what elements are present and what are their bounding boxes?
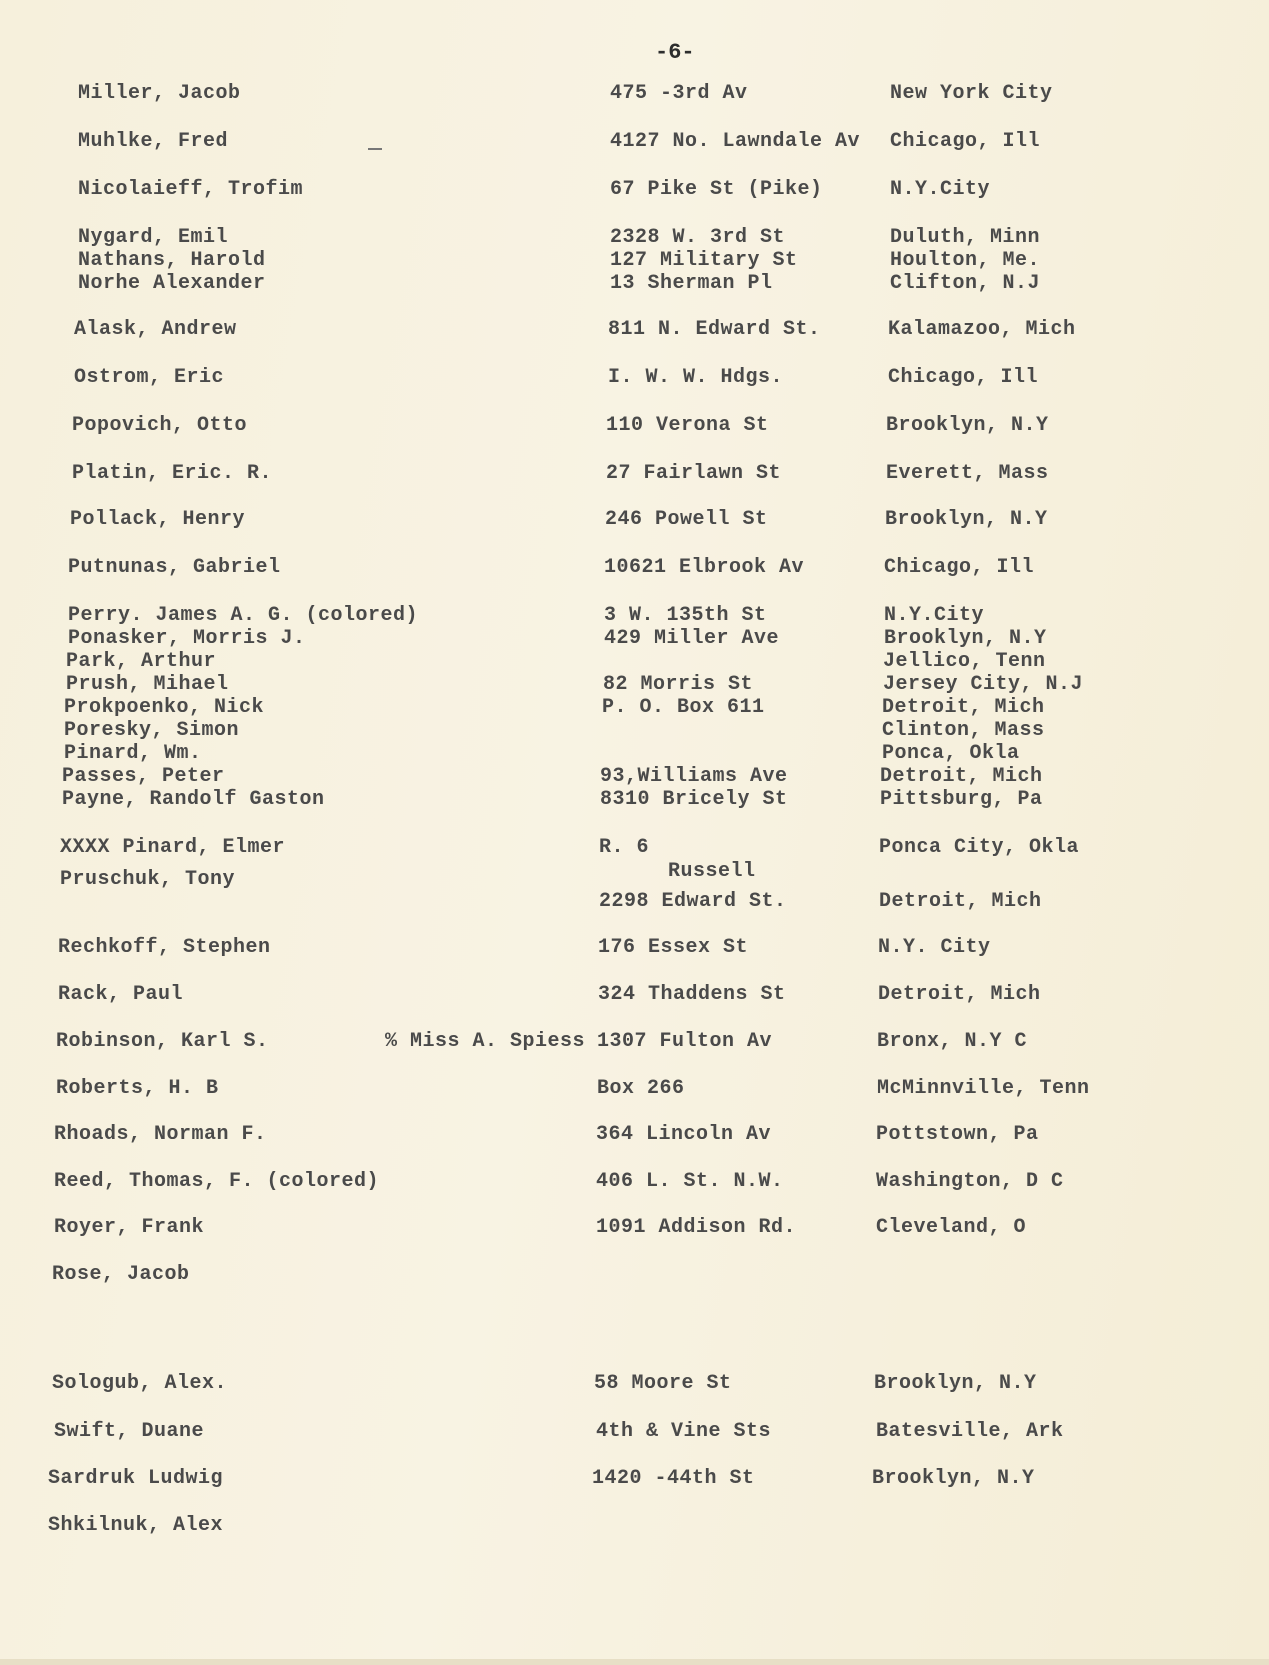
roster-entry: [0, 178, 1269, 201]
roster-entry: [0, 1123, 1269, 1146]
entry-city: Houlton, Me.: [890, 249, 1041, 272]
entry-address: 406 L. St. N.W.: [596, 1170, 784, 1193]
entry-name: Swift, Duane: [54, 1420, 205, 1443]
entry-address: 93,Williams Ave: [600, 765, 788, 788]
entry-name: Miller, Jacob: [78, 82, 241, 105]
roster-entry: [0, 249, 1269, 272]
entry-name: Rack, Paul: [58, 983, 184, 1006]
entry-name: Prokpoenko, Nick: [64, 696, 265, 719]
entry-name: Rose, Jacob: [52, 1263, 190, 1286]
entry-city: Duluth, Minn: [890, 226, 1041, 249]
entry-city: Clinton, Mass: [882, 719, 1045, 742]
roster-entry: [0, 719, 1269, 742]
entry-address: 8310 Bricely St: [600, 788, 788, 811]
roster-entry: [0, 627, 1269, 650]
entry-city: Brooklyn, N.Y: [872, 1467, 1035, 1490]
entry-name: Popovich, Otto: [72, 414, 248, 437]
entry-address: 82 Morris St: [603, 673, 754, 696]
entry-address: 27 Fairlawn St: [606, 462, 782, 485]
entry-address: 67 Pike St (Pike): [610, 178, 823, 201]
roster-entry: [0, 1420, 1269, 1443]
roster-entry: [0, 983, 1269, 1006]
entry-name: Robinson, Karl S.: [56, 1030, 269, 1053]
roster-entry: [0, 1216, 1269, 1239]
roster-entry: [0, 673, 1269, 696]
roster-entry: [0, 366, 1269, 389]
entry-name: Reed, Thomas, F. (colored): [54, 1170, 380, 1193]
entry-name: Nygard, Emil: [78, 226, 229, 249]
page-number: -6-: [655, 40, 695, 65]
entry-name: Rechkoff, Stephen: [58, 936, 271, 959]
roster-entry: [0, 696, 1269, 719]
entry-address: 127 Military St: [610, 249, 798, 272]
entry-name: Shkilnuk, Alex: [48, 1514, 224, 1537]
entry-name: Payne, Randolf Gaston: [62, 788, 325, 811]
roster-entry: [0, 1263, 1269, 1286]
entry-address: 324 Thaddens St: [598, 983, 786, 1006]
entry-city: Brooklyn, N.Y: [884, 627, 1047, 650]
entry-address: 4th & Vine Sts: [596, 1420, 772, 1443]
entry-city: Pottstown, Pa: [876, 1123, 1039, 1146]
entry-city: Jersey City, N.J: [883, 673, 1084, 696]
entry-address: 3 W. 135th St: [604, 604, 767, 627]
entry-city: Brooklyn, N.Y: [886, 414, 1049, 437]
roster-entry: [0, 82, 1269, 105]
entry-city: N.Y.City: [884, 604, 985, 627]
entry-address: 429 Miller Ave: [604, 627, 780, 650]
entry-city: Everett, Mass: [886, 462, 1049, 485]
entry-address: 176 Essex St: [598, 936, 749, 959]
entry-address: 1091 Addison Rd.: [596, 1216, 797, 1239]
entry-city: N.Y. City: [878, 936, 991, 959]
entry-name: Ponasker, Morris J.: [68, 627, 306, 650]
entry-address: R. 6: [599, 836, 650, 859]
entry-name: Perry. James A. G. (colored): [68, 604, 419, 627]
entry-name: Muhlke, Fred: [78, 130, 229, 153]
roster-entry: [0, 414, 1269, 437]
entry-address: P. O. Box 611: [602, 696, 765, 719]
roster-entry: [0, 556, 1269, 579]
stray-mark: [368, 148, 382, 150]
entry-address: I. W. W. Hdgs.: [608, 366, 784, 389]
roster-entry: [0, 462, 1269, 485]
roster-entry: [0, 890, 1269, 913]
roster-entry: [0, 272, 1269, 295]
roster-entry: [0, 936, 1269, 959]
entry-address: 1307 Fulton Av: [597, 1030, 773, 1053]
roster-entry: [0, 1514, 1269, 1537]
entry-name: Prush, Mihael: [66, 673, 229, 696]
entry-address: 475 -3rd Av: [610, 82, 748, 105]
entry-city: Kalamazoo, Mich: [888, 318, 1076, 341]
entry-address: 4127 No. Lawndale Av: [610, 130, 861, 153]
entry-city: Detroit, Mich: [878, 983, 1041, 1006]
entry-city: Cleveland, O: [876, 1216, 1027, 1239]
roster-entry: [0, 1467, 1269, 1490]
entry-name: XXXX Pinard, Elmer: [60, 836, 286, 859]
entry-city: McMinnville, Tenn: [877, 1077, 1090, 1100]
entry-name: Sardruk Ludwig: [48, 1467, 224, 1490]
entry-city: Bronx, N.Y C: [877, 1030, 1028, 1053]
entry-name: Pinard, Wm.: [64, 742, 202, 765]
entry-city: Jellico, Tenn: [883, 650, 1046, 673]
entry-name: Sologub, Alex.: [52, 1372, 228, 1395]
entry-city: Washington, D C: [876, 1170, 1064, 1193]
entry-name: Pollack, Henry: [70, 508, 246, 531]
roster-entry: [0, 836, 1269, 859]
entry-address: Russell: [668, 860, 756, 883]
entry-name: Passes, Peter: [62, 765, 225, 788]
entry-name: Nicolaieff, Trofim: [78, 178, 304, 201]
entry-name: Park, Arthur: [66, 650, 217, 673]
entry-city: Batesville, Ark: [876, 1420, 1064, 1443]
entry-name: Platin, Eric. R.: [72, 462, 273, 485]
roster-entry: [0, 226, 1269, 249]
entry-city: Chicago, Ill: [890, 130, 1041, 153]
entry-city: Brooklyn, N.Y: [874, 1372, 1037, 1395]
entry-name: Putnunas, Gabriel: [68, 556, 281, 579]
entry-name: Rhoads, Norman F.: [54, 1123, 267, 1146]
roster-entry: [0, 130, 1269, 153]
entry-name: Roberts, H. B: [56, 1077, 219, 1100]
entry-address: 1420 -44th St: [592, 1467, 755, 1490]
roster-entry: [0, 1170, 1269, 1193]
entry-city: New York City: [890, 82, 1053, 105]
entry-address: 58 Moore St: [594, 1372, 732, 1395]
roster-entry: [0, 1030, 1269, 1053]
roster-entry: [0, 1077, 1269, 1100]
entry-name: Royer, Frank: [54, 1216, 205, 1239]
roster-entry: [0, 604, 1269, 627]
roster-entry: [0, 508, 1269, 531]
entry-address: 364 Lincoln Av: [596, 1123, 772, 1146]
entry-name: Norhe Alexander: [78, 272, 266, 295]
paper-edge: [0, 1659, 1269, 1665]
entry-address: 246 Powell St: [605, 508, 768, 531]
entry-name: Ostrom, Eric: [74, 366, 225, 389]
entry-address: 13 Sherman Pl: [610, 272, 773, 295]
entry-address: 811 N. Edward St.: [608, 318, 821, 341]
entry-address: 10621 Elbrook Av: [604, 556, 805, 579]
entry-city: Detroit, Mich: [882, 696, 1045, 719]
roster-entry: [0, 1372, 1269, 1395]
entry-address: 110 Verona St: [606, 414, 769, 437]
entry-city: N.Y.City: [890, 178, 991, 201]
entry-note: % Miss A. Spiess: [385, 1030, 586, 1053]
entry-city: Detroit, Mich: [880, 765, 1043, 788]
roster-entry: [0, 742, 1269, 765]
entry-city: Ponca, Okla: [882, 742, 1020, 765]
entry-city: Chicago, Ill: [888, 366, 1039, 389]
entry-city: Chicago, Ill: [884, 556, 1035, 579]
entry-name: Poresky, Simon: [64, 719, 240, 742]
entry-name: Pruschuk, Tony: [60, 868, 236, 891]
entry-city: Clifton, N.J: [890, 272, 1041, 295]
entry-address: 2328 W. 3rd St: [610, 226, 786, 249]
entry-address: Box 266: [597, 1077, 685, 1100]
entry-name: Alask, Andrew: [74, 318, 237, 341]
entry-name: Nathans, Harold: [78, 249, 266, 272]
roster-entry: [0, 318, 1269, 341]
entry-city: Ponca City, Okla: [879, 836, 1080, 859]
roster-entry: [0, 650, 1269, 673]
roster-entry: [0, 788, 1269, 811]
roster-entry: [0, 860, 1269, 891]
roster-entry: [0, 765, 1269, 788]
entry-city: Pittsburg, Pa: [880, 788, 1043, 811]
entry-city: Brooklyn, N.Y: [885, 508, 1048, 531]
entry-city: Detroit, Mich: [879, 890, 1042, 913]
entry-address: 2298 Edward St.: [599, 890, 787, 913]
